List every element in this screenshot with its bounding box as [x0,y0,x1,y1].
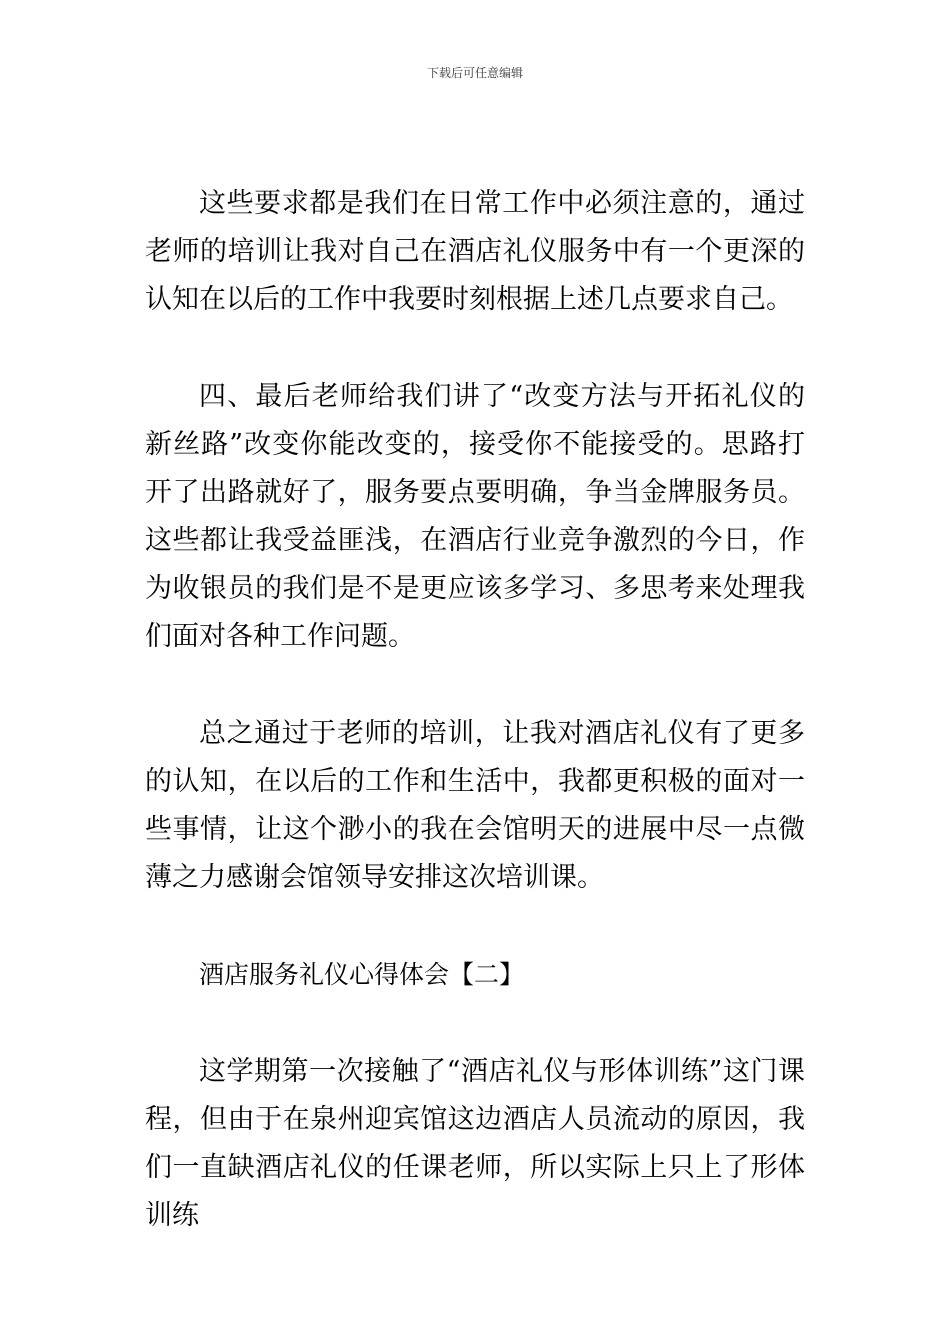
paragraph-conclusion: 总之通过于老师的培训，让我对酒店礼仪有了更多的认知，在以后的工作和生活中，我都更积极的面对一些事情，让这个渺小的我在会馆明天的进展中尽一点微薄之力感谢会馆领导安排这次培训课。 [145,718,805,893]
paragraph-requirements: 这些要求都是我们在日常工作中必须注意的，通过老师的培训让我对自己在酒店礼仪服务中有一个更深的认知在以后的工作中我要时刻根据上述几点要求自己。 [145,188,805,315]
paragraph-course-intro: 这学期第一次接触了“酒店礼仪与形体训练”这门课程，但由于在泉州迎宾馆这边酒店人员流动的原因，我们一直缺酒店礼仪的任课老师，所以实际上只上了形体训练 [145,1056,805,1231]
paragraph-new-path: 四、最后老师给我们讲了“改变方法与开拓礼仪的新丝路”改变你能改变的，接受你不能接受的。思路打开了出路就好了，服务要点要明确，争当金牌服务员。这些都让我受益匪浅，在酒店行业竞争激烈的今日，作为收银员的我们是不是更应该多学习、多思考来处理我们面对各种工作问题。 [145,381,805,652]
page-header-note: 下载后可任意编辑 [426,66,523,80]
document-body [145,180,805,1289]
section-heading: 酒店服务礼仪心得体会【二】 [199,960,525,989]
